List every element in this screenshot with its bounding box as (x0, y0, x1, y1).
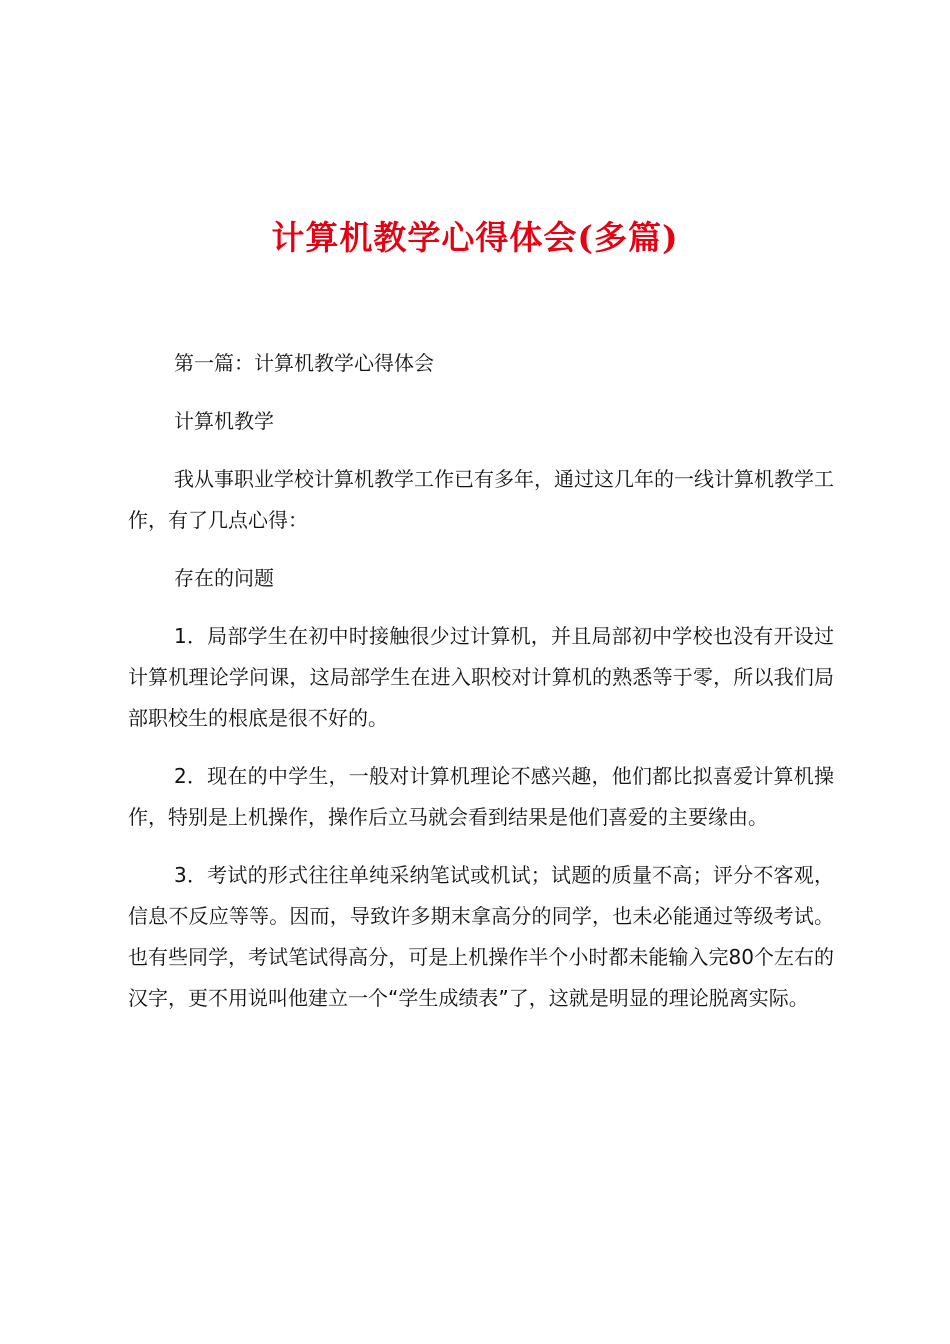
subtitle: 计算机教学 (174, 409, 274, 433)
point-2-paragraph: 2．现在的中学生，一般对计算机理论不感兴趣，他们都比拟喜爱计算机操作，特别是上机操作，操作后立马就会看到结果是他们喜爱的主要缘由。 (128, 764, 834, 829)
section-heading: 第一篇：计算机教学心得体会 (174, 351, 434, 375)
point-1-paragraph: 1．局部学生在初中时接触很少过计算机，并且局部初中学校也没有开设过计算机理论学问课，这局部学生在进入职校对计算机的熟悉等于零，所以我们局部职校生的根底是很不好的。 (128, 624, 834, 730)
document-title: 计算机教学心得体会(多篇) (271, 218, 679, 257)
point-3-paragraph: 3．考试的形式往往单纯采纳笔试或机试；试题的质量不高；评分不客观，信息不反应等等。因而，导致许多期末拿高分的同学，也未必能通过等级考试。也有些同学，考试笔试得高分，可是上机操作半个小时都未能输入完80个左右的汉字，更不用说叫他建立一个“学生成绩表”了，这就是明显的理论脱离实际。 (128, 863, 834, 1010)
intro-paragraph: 我从事职业学校计算机教学工作已有多年，通过这几年的一线计算机教学工作，有了几点心得： (128, 467, 834, 532)
problems-heading: 存在的问题 (174, 566, 274, 590)
document-body (128, 343, 834, 1036)
